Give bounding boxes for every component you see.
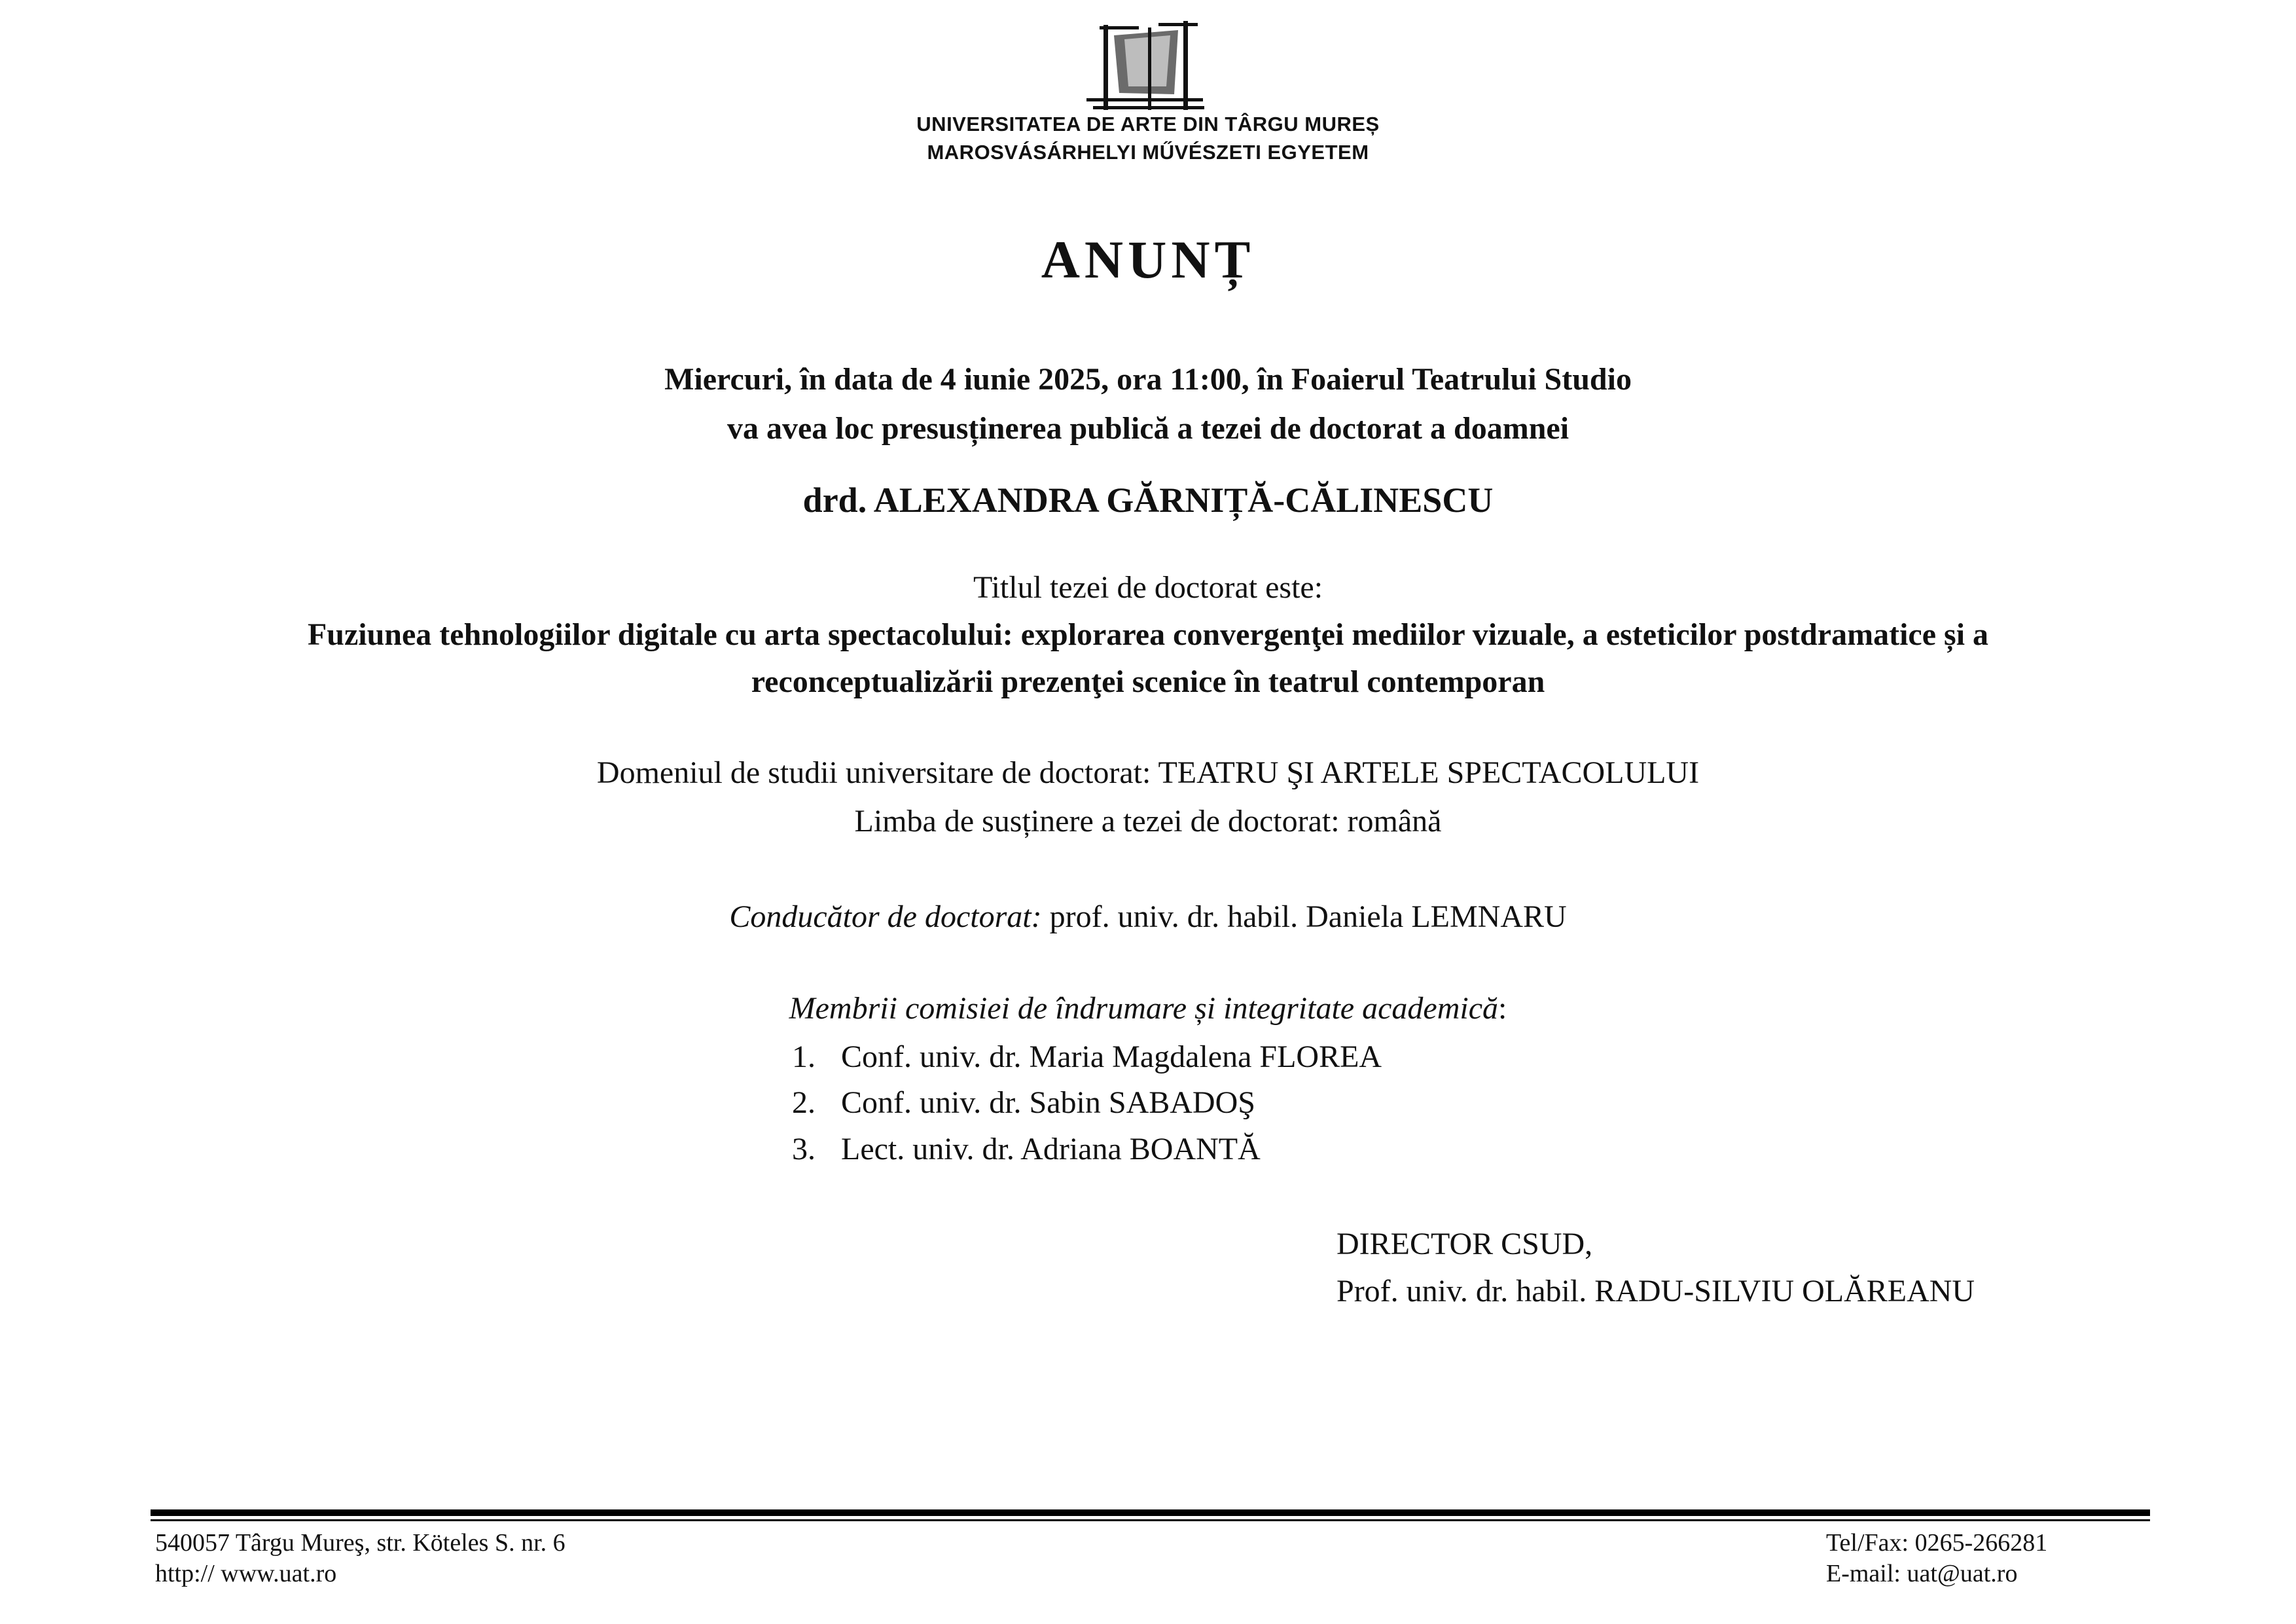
member-number: 1.	[792, 1039, 816, 1074]
supervisor-line	[0, 899, 2296, 935]
committee-heading	[0, 990, 2296, 1026]
page-title: ANUNȚ	[1041, 230, 1255, 289]
study-domain: Domeniul de studii universitare de doctorat: TEATRU ŞI ARTELE SPECTACOLULUI	[596, 755, 1700, 790]
committee-member	[792, 1039, 1382, 1075]
footer-divider-thin	[151, 1519, 2150, 1521]
committee-label: Membrii comisiei de îndrumare și integritate academică	[789, 991, 1498, 1026]
thesis-label: Titlul tezei de doctorat este:	[973, 570, 1323, 605]
committee-colon: :	[1498, 991, 1507, 1026]
signature-name: Prof. univ. dr. habil. RADU-SILVIU OLĂREANU	[1336, 1274, 1975, 1308]
supervisor-label: Conducător de doctorat:	[729, 899, 1042, 934]
announcement-public-line: va avea loc presusținerea publică a tezei de doctorat a doamnei	[726, 411, 1570, 446]
university-logo	[1080, 21, 1211, 113]
member-name: Conf. univ. dr. Maria Magdalena FLOREA	[841, 1039, 1382, 1074]
committee-member	[792, 1085, 1255, 1121]
announcement-date-line: Miercuri, în data de 4 iunie 2025, ora 11:00, în Foaierul Teatrului Studio	[664, 362, 1632, 397]
thesis-language: Limba de susținere a tezei de doctorat: română	[854, 804, 1442, 839]
footer-divider-thick	[151, 1509, 2150, 1516]
footer-telfax: Tel/Fax: 0265-266281	[1826, 1529, 2048, 1557]
thesis-title-line-2: reconceptualizării prezenţei scenice în teatrul contemporan	[751, 664, 1545, 699]
member-number: 3.	[792, 1132, 816, 1166]
supervisor-name: prof. univ. dr. habil. Daniela LEMNARU	[1041, 899, 1567, 934]
committee-member	[792, 1131, 1261, 1167]
footer-address: 540057 Târgu Mureş, str. Köteles S. nr. 6	[155, 1529, 565, 1557]
member-number: 2.	[792, 1085, 816, 1120]
signature-role: DIRECTOR CSUD,	[1336, 1227, 1593, 1261]
university-name-ro: UNIVERSITATEA DE ARTE DIN TÂRGU MUREȘ	[916, 113, 1380, 135]
thesis-title-line-1: Fuziunea tehnologiilor digitale cu arta spectacolului: explorarea convergenţei mediilor vizuale, a esteticilor postdramatice și a	[307, 617, 1989, 652]
university-name-hu: MAROSVÁSÁRHELYI MŰVÉSZETI EGYETEM	[927, 141, 1369, 164]
candidate-name: drd. ALEXANDRA GĂRNIȚĂ-CĂLINESCU	[802, 480, 1494, 520]
member-name: Lect. univ. dr. Adriana BOANTĂ	[841, 1132, 1261, 1166]
footer-website: http:// www.uat.ro	[155, 1560, 337, 1587]
footer-email: E-mail: uat@uat.ro	[1826, 1560, 2018, 1587]
member-name: Conf. univ. dr. Sabin SABADOŞ	[841, 1085, 1255, 1120]
